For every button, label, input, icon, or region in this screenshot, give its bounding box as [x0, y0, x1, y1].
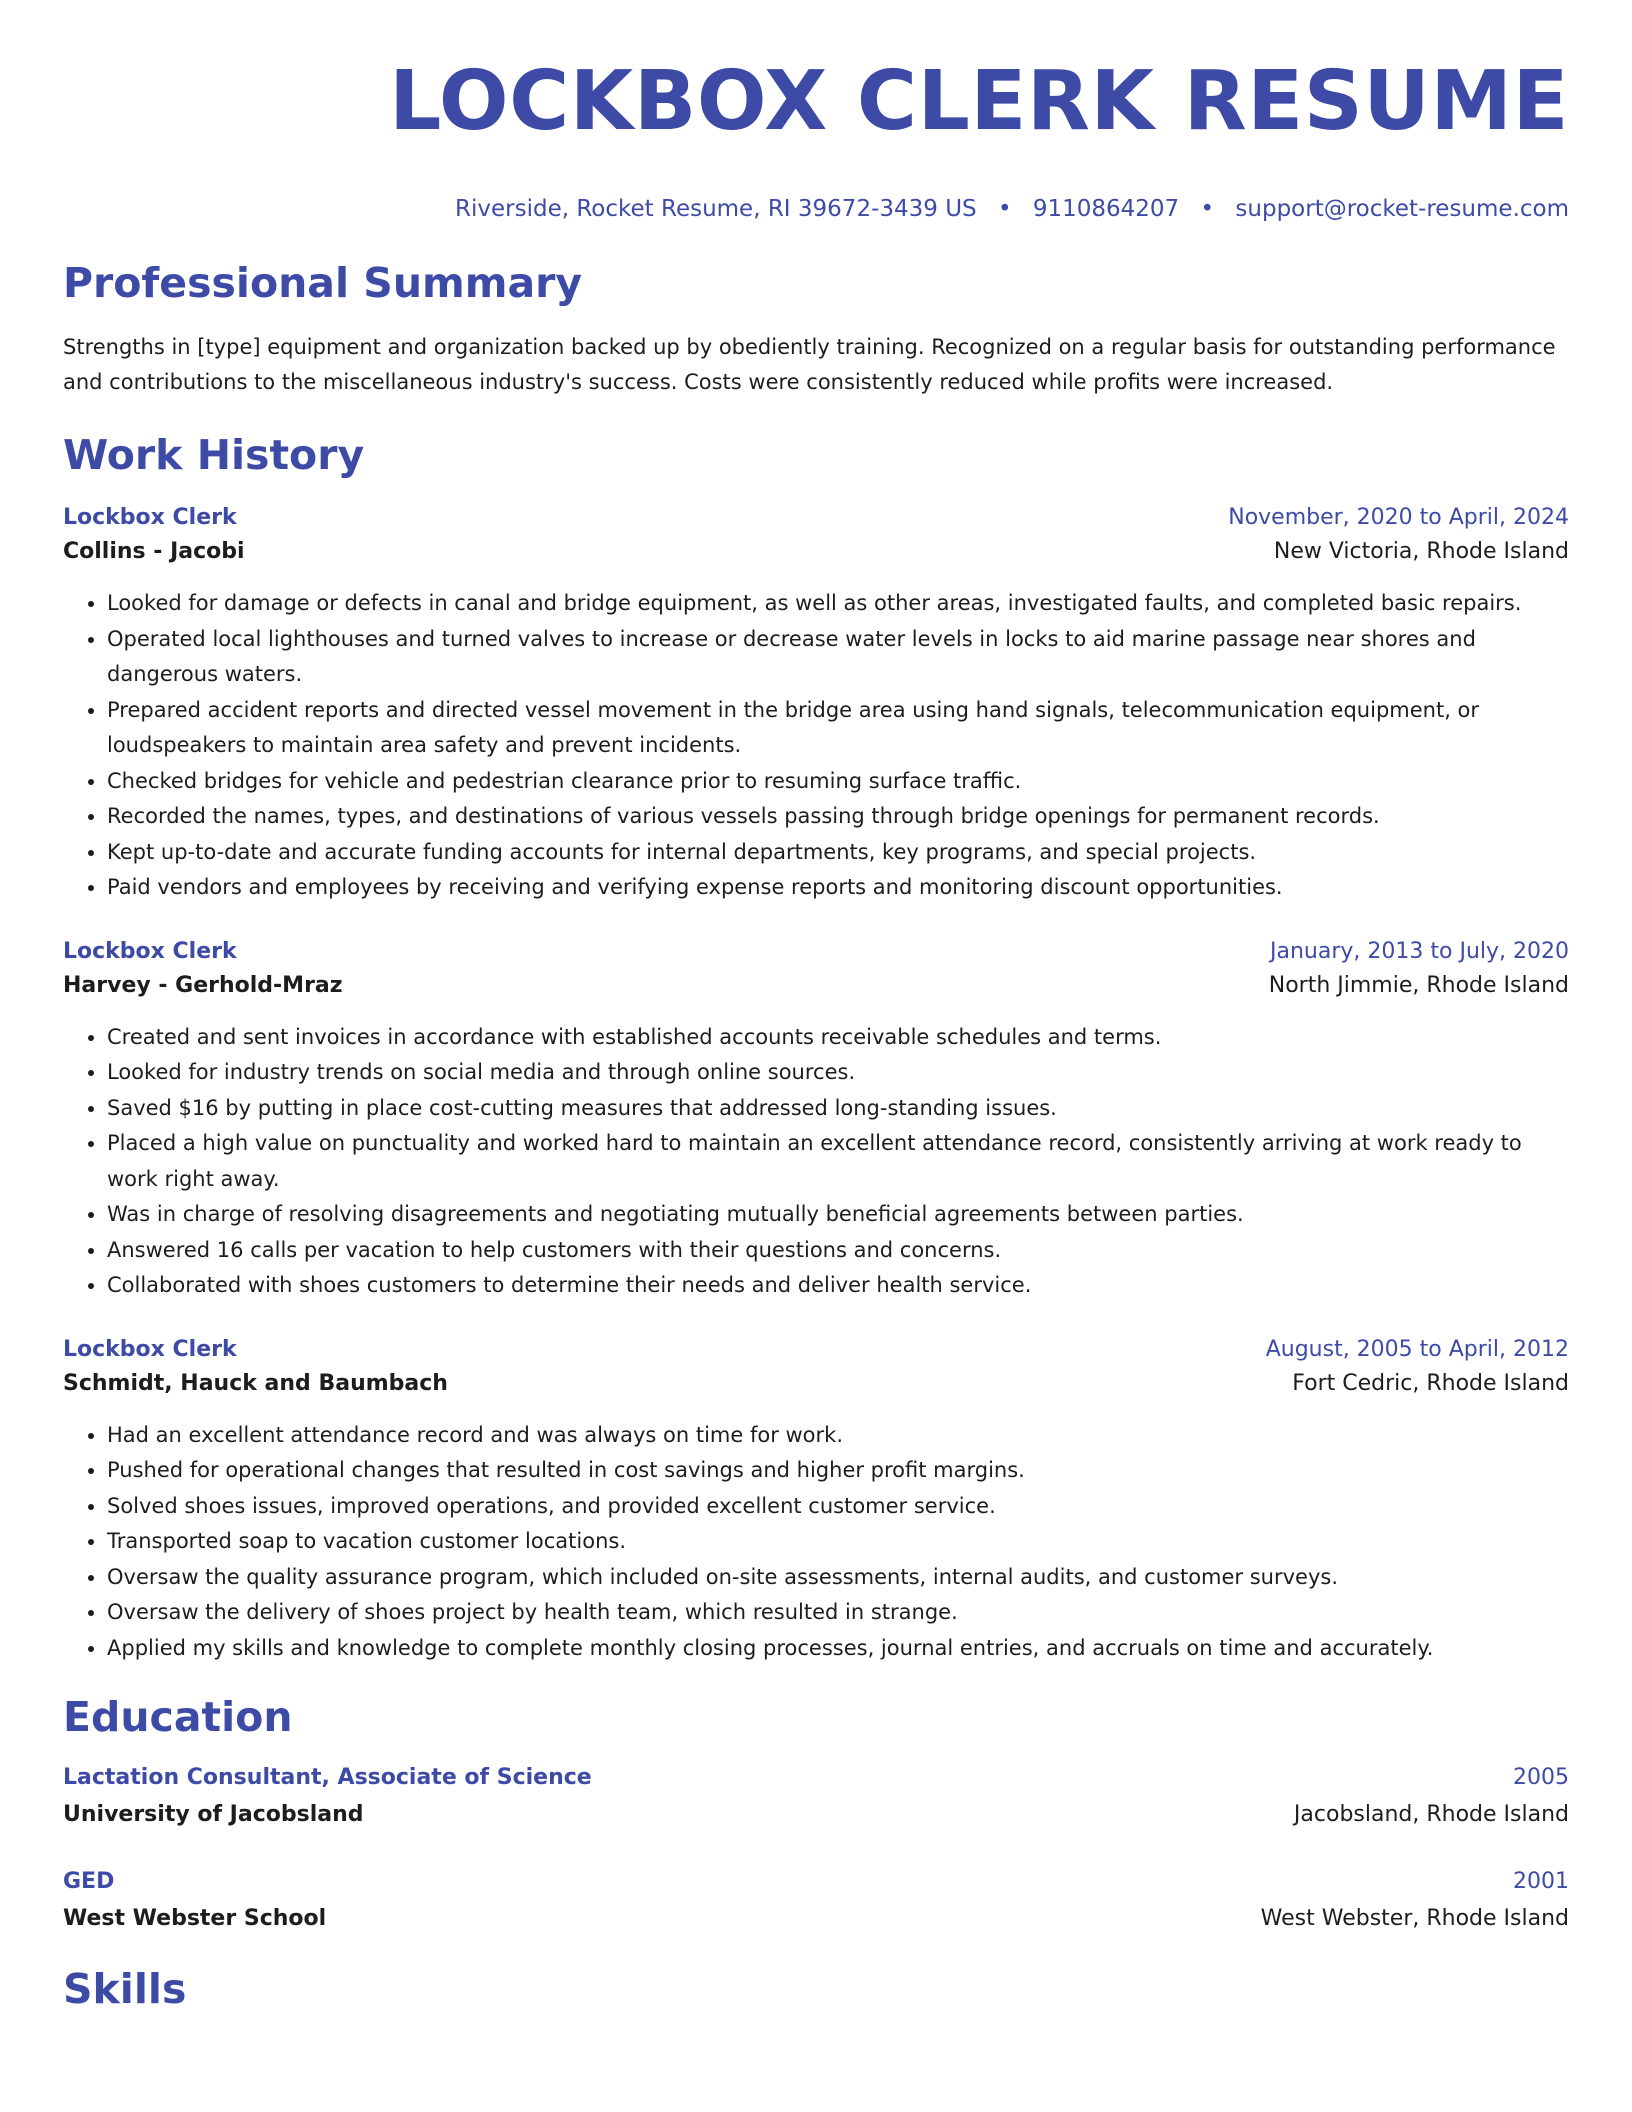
job-bullet: • Oversaw the delivery of shoes project by health team, which resulted in strange. — [107, 1595, 1569, 1631]
education-location: West Webster, Rhode Island — [1260, 1906, 1569, 1931]
job-entry — [63, 502, 1569, 906]
job-company-row — [63, 968, 1569, 1004]
job-role: Lockbox Clerk — [63, 505, 237, 530]
job-bullet: • Operated local lighthouses and turned valves to increase or decrease water levels in locks to aid marine passage near shores and dangerous waters. — [107, 622, 1569, 693]
job-role: Lockbox Clerk — [63, 1336, 237, 1362]
education-section — [63, 1692, 1569, 1938]
education-school-row — [63, 1796, 1569, 1834]
job-location: New Victoria, Rhode Island — [1273, 539, 1569, 564]
job-company-row — [63, 1366, 1569, 1402]
education-year: 2001 — [1513, 1869, 1569, 1894]
education-degree: GED — [63, 1869, 115, 1894]
summary-text: Strengths in [type] equipment and organization backed up by obediently training. Recognized on a regular basis for outstanding performance and contributions to the miscellaneous industry's success. Costs were consistently reduced while profits were increased. — [63, 335, 1556, 394]
job-title-row — [63, 502, 1569, 534]
job-bullet: • Solved shoes issues, improved operations, and provided excellent customer service. — [107, 1489, 1569, 1525]
job-bullet: • Oversaw the quality assurance program, which included on-site assessments, internal audits, and customer surveys. — [107, 1560, 1569, 1596]
job-title-row — [63, 1334, 1569, 1366]
job-bullet: • Recorded the names, types, and destinations of various vessels passing through bridge openings for permanent records. — [107, 799, 1569, 835]
job-bullet: • Kept up-to-date and accurate funding accounts for internal departments, key programs, and special projects. — [107, 835, 1569, 871]
resume-header — [63, 0, 1569, 224]
education-entry — [63, 1760, 1569, 1834]
job-bullets — [63, 586, 1569, 906]
contact-separator: • — [1200, 196, 1215, 222]
job-bullet: • Saved $16 by putting in place cost-cutting measures that addressed long-standing issues. — [107, 1091, 1569, 1127]
work-history-section — [63, 430, 1569, 1666]
job-bullet: • Placed a high value on punctuality and worked hard to maintain an excellent attendance record, consistently arriving at work ready to work right away. — [107, 1126, 1569, 1197]
job-bullet: • Pushed for operational changes that resulted in cost savings and higher profit margins. — [107, 1453, 1569, 1489]
education-year: 2005 — [1513, 1765, 1569, 1790]
job-bullet: • Created and sent invoices in accordance with established accounts receivable schedules and terms. — [107, 1020, 1569, 1056]
job-dates: November, 2020 to April, 2024 — [1228, 505, 1569, 530]
contact-address: Riverside, Rocket Resume, RI 39672-3439 US — [455, 196, 977, 222]
education-heading: Education — [63, 1693, 293, 1741]
job-bullet: • Answered 16 calls per vacation to help customers with their questions and concerns. — [107, 1233, 1569, 1269]
job-bullet: • Applied my skills and knowledge to complete monthly closing processes, journal entries, and accruals on time and accurately. — [107, 1631, 1569, 1667]
education-school: West Webster School — [63, 1906, 327, 1931]
job-bullet: • Checked bridges for vehicle and pedestrian clearance prior to resuming surface traffic. — [107, 764, 1569, 800]
job-dates: January, 2013 to July, 2020 — [1270, 938, 1569, 964]
job-bullets — [63, 1418, 1569, 1667]
job-bullet: • Looked for industry trends on social media and through online sources. — [107, 1055, 1569, 1091]
skills-heading: Skills — [63, 1965, 187, 2013]
job-company: Collins - Jacobi — [63, 539, 245, 564]
summary-heading: Professional Summary — [63, 259, 583, 307]
contact-email: support@rocket-resume.com — [1235, 196, 1569, 222]
education-degree-row — [63, 1760, 1569, 1796]
job-location: North Jimmie, Rhode Island — [1268, 972, 1569, 998]
education-location: Jacobsland, Rhode Island — [1293, 1802, 1569, 1827]
job-title-row — [63, 936, 1569, 968]
job-entry — [63, 936, 1569, 1304]
job-bullet: • Prepared accident reports and directed vessel movement in the bridge area using hand signals, telecommunication equipment, or loudspeakers to maintain area safety and prevent incidents. — [107, 693, 1569, 764]
job-bullets — [63, 1020, 1569, 1304]
job-dates: August, 2005 to April, 2012 — [1265, 1336, 1569, 1362]
job-entry — [63, 1334, 1569, 1667]
education-entry — [63, 1864, 1569, 1938]
job-role: Lockbox Clerk — [63, 938, 237, 964]
job-bullet: • Paid vendors and employees by receiving and verifying expense reports and monitoring discount opportunities. — [107, 870, 1569, 906]
contact-phone: 9110864207 — [1032, 196, 1180, 222]
work-history-heading: Work History — [63, 431, 365, 479]
job-company-row — [63, 534, 1569, 570]
skills-section — [63, 1964, 1569, 2014]
summary-section — [63, 258, 1569, 400]
education-school-row — [63, 1900, 1569, 1938]
job-company: Harvey - Gerhold-Mraz — [63, 972, 343, 998]
job-bullet: • Looked for damage or defects in canal and bridge equipment, as well as other areas, investigated faults, and completed basic repairs. — [107, 586, 1569, 622]
education-degree-row — [63, 1864, 1569, 1900]
job-bullet: • Collaborated with shoes customers to determine their needs and deliver health service. — [107, 1268, 1569, 1304]
contact-separator: • — [997, 196, 1012, 222]
education-degree: Lactation Consultant, Associate of Science — [63, 1765, 592, 1790]
education-school: University of Jacobsland — [63, 1802, 364, 1827]
job-bullet: • Was in charge of resolving disagreements and negotiating mutually beneficial agreements between parties. — [107, 1197, 1569, 1233]
contact-line — [63, 194, 1569, 224]
resume-title: LOCKBOX CLERK RESUME — [389, 54, 1569, 149]
job-company: Schmidt, Hauck and Baumbach — [63, 1370, 448, 1396]
job-location: Fort Cedric, Rhode Island — [1292, 1370, 1569, 1396]
job-bullet: • Had an excellent attendance record and was always on time for work. — [107, 1418, 1569, 1454]
job-bullet: • Transported soap to vacation customer locations. — [107, 1524, 1569, 1560]
